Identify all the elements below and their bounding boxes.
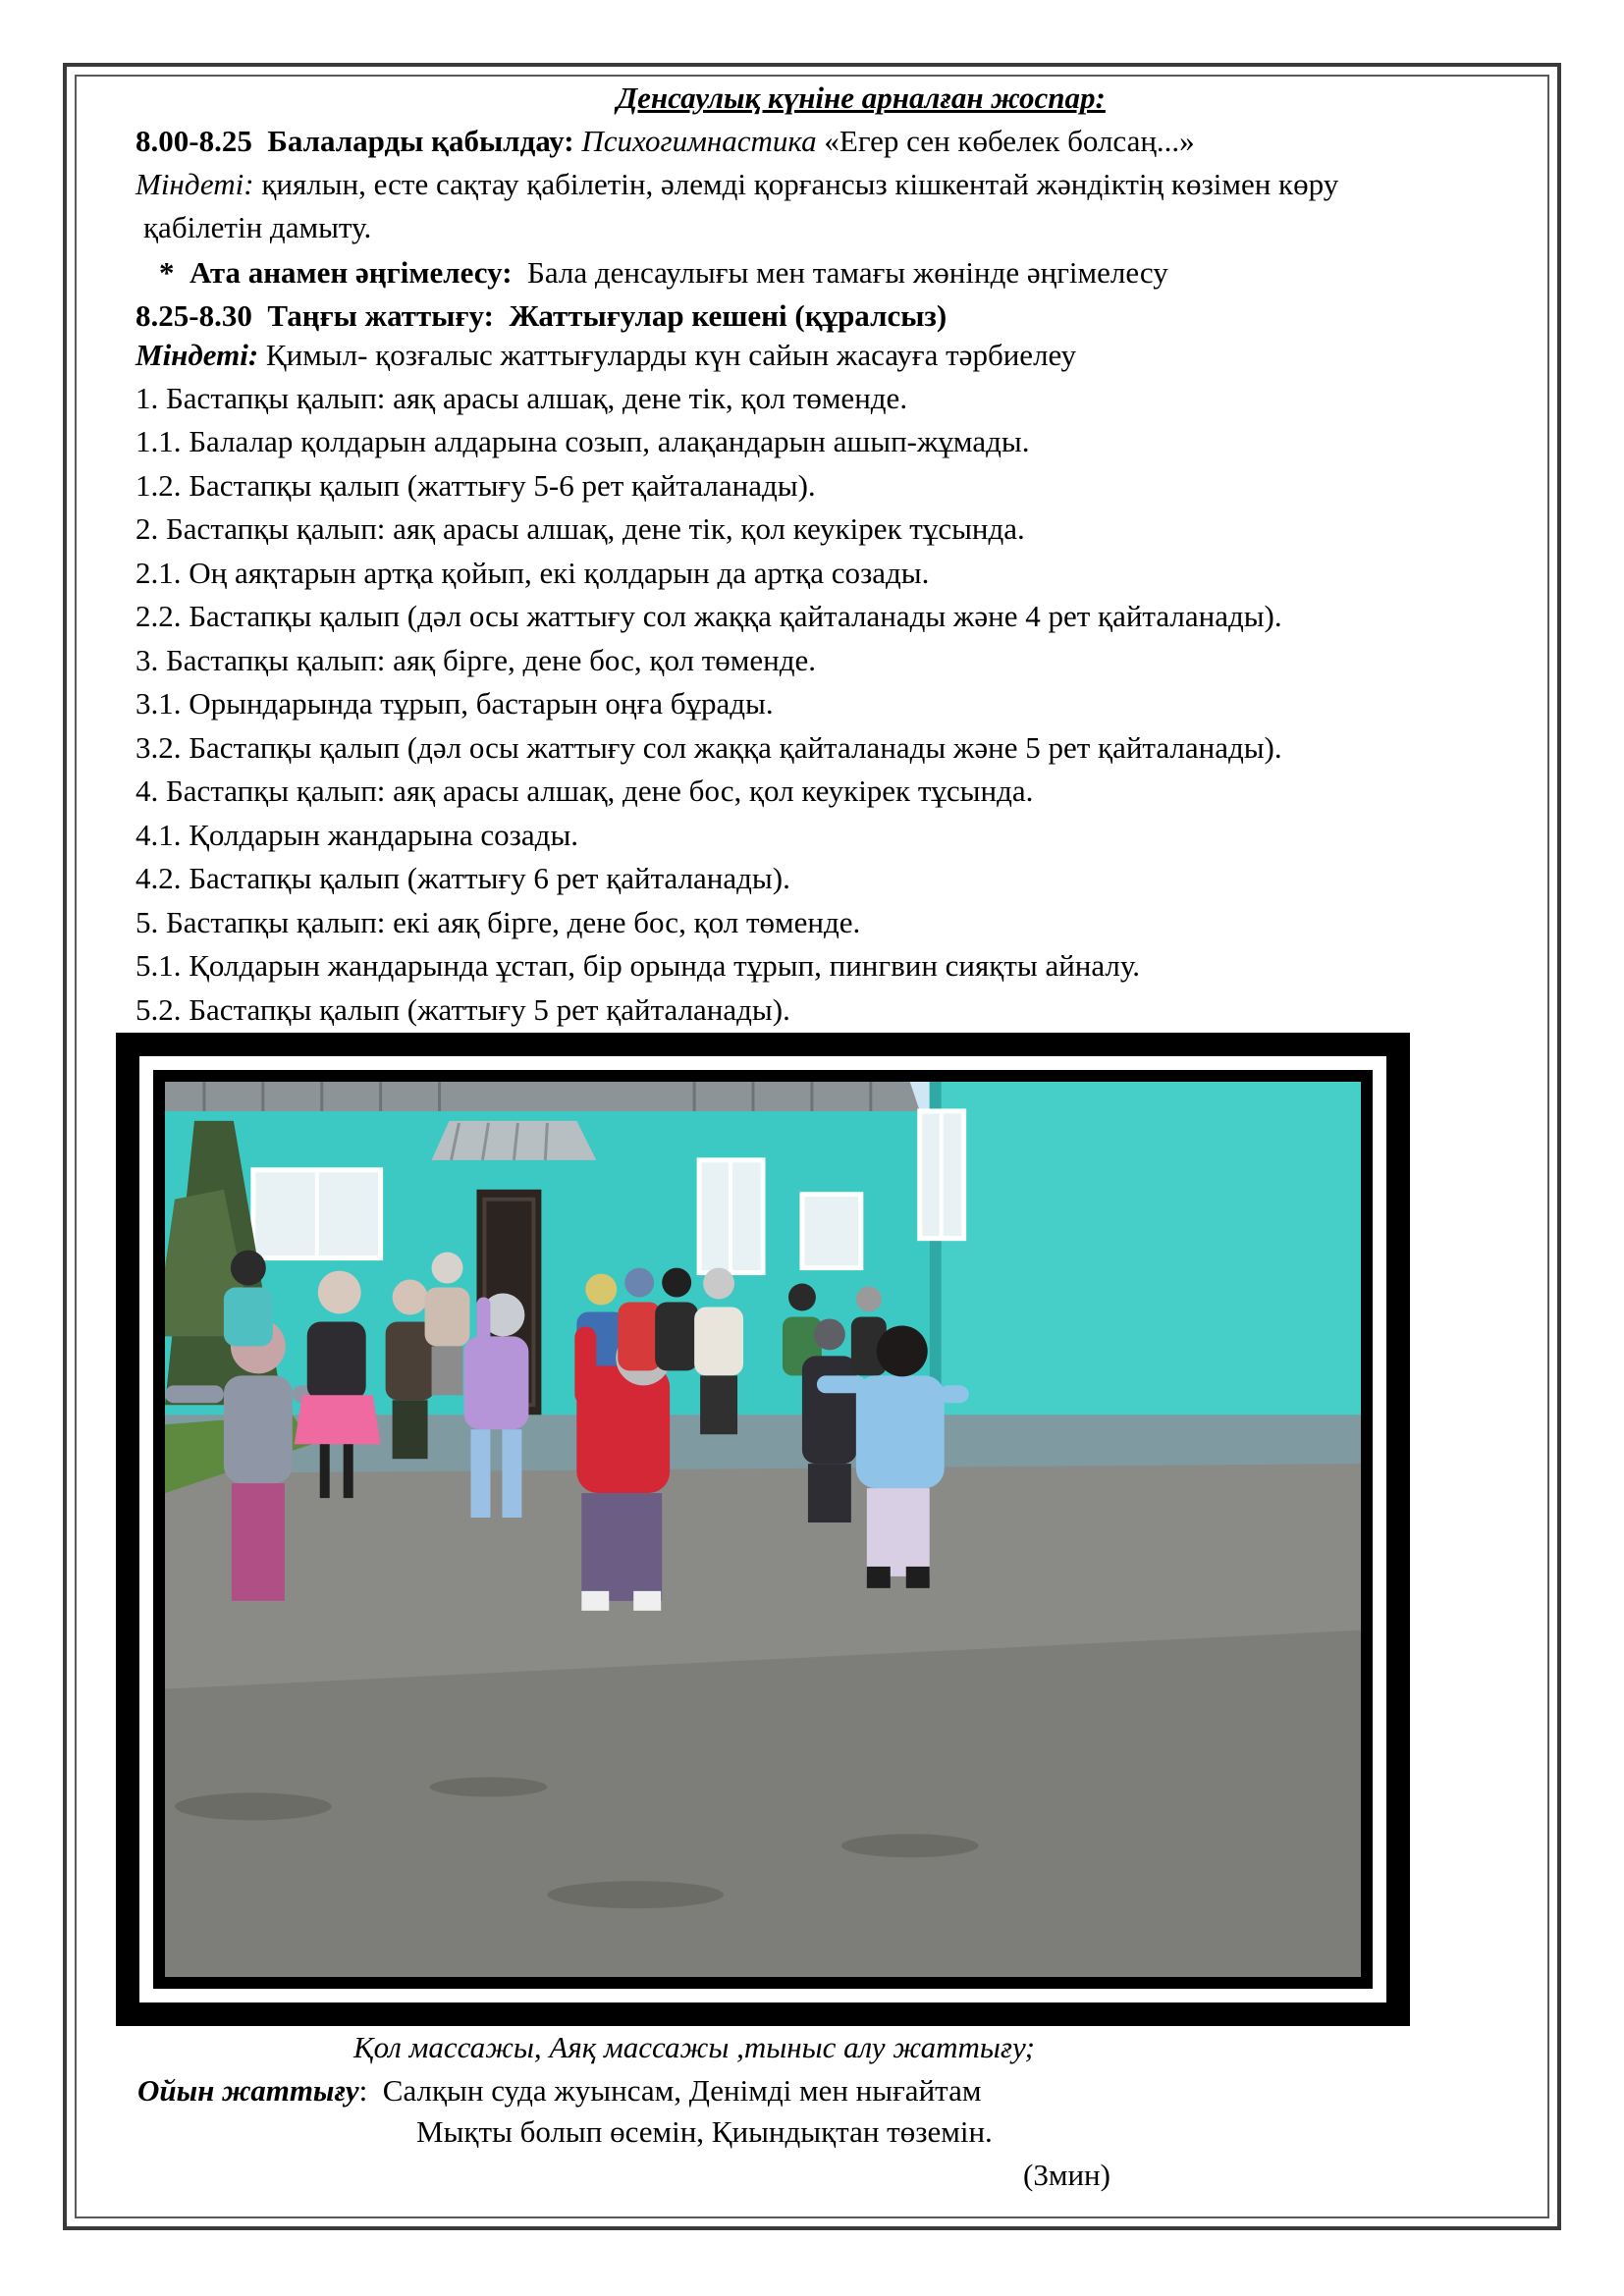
step-1-1: 1.1. Балалар қолдарын алдарына созып, алақандарын ашып-жұмады. — [135, 424, 1030, 458]
children-exercise-photo — [165, 1082, 1361, 1977]
game-line-1 — [137, 2071, 981, 2110]
exercise-goal-line — [135, 336, 1076, 375]
game-line-2: Мықты болып өсемін, Қиындықтан төземін. — [416, 2114, 993, 2149]
step-4: 4. Бастапқы қалып: аяқ арасы алшақ, дене бос, қол кеукірек тұсында. — [135, 774, 1034, 808]
reception-goal-line2: қабілетін дамыту. — [143, 210, 372, 244]
step-2-2: 2.2. Бастапқы қалып (дәл осы жаттығу сол жаққа қайталанады және 4 рет қайталанады). — [135, 599, 1282, 633]
parents-talk-text: Бала денсаулығы мен тамағы жөнінде әңгімелесу — [527, 255, 1168, 290]
exercise-time: 8.25-8.30 — [135, 298, 252, 333]
reception-subject: Психогимнастика — [581, 124, 817, 158]
step-2-1: 2.1. Оң аяқтарын артқа қойып, екі қолдарын да артқа созады. — [135, 556, 930, 590]
bullet-star: * — [159, 255, 175, 290]
step-1: 1. Бастапқы қалып: аяқ арасы алшақ, дене тік, қол төменде. — [135, 381, 908, 415]
reception-goal-label: Міндеті: — [135, 167, 254, 201]
page-title: Денсаулық күніне арналған жоспар: — [617, 80, 1106, 115]
step-1-2: 1.2. Бастапқы қалып (жаттығу 5-6 рет қайталанады). — [135, 468, 816, 503]
reception-goal-line — [135, 165, 1338, 204]
step-4-1: 4.1. Қолдарын жандарына созады. — [135, 818, 579, 852]
step-3: 3. Бастапқы қалып: аяқ бірге, дене бос, қол төменде. — [135, 643, 817, 677]
parents-talk-label: Ата анамен әңгімелесу: — [189, 255, 513, 290]
duration: (3мин) — [1023, 2158, 1110, 2192]
exercise-heading: Таңғы жаттығу: — [267, 298, 494, 333]
step-5-2: 5.2. Бастапқы қалып (жаттығу 5 рет қайталанады). — [135, 992, 790, 1027]
reception-quote: «Егер сен көбелек болсаң...» — [824, 124, 1195, 158]
reception-goal-text: қиялын, есте сақтау қабілетін, әлемді қорғансыз кішкентай жәндіктің көзімен көру — [261, 167, 1339, 201]
photo-mat — [139, 1056, 1386, 2002]
photo-inner-border — [153, 1070, 1373, 1989]
step-5: 5. Бастапқы қалып: екі аяқ бірге, дене бос, қол төменде. — [135, 905, 861, 939]
step-2: 2. Бастапқы қалып: аяқ арасы алшақ, дене тік, қол кеукірек тұсында. — [135, 511, 1025, 546]
step-5-1: 5.1. Қолдарын жандарында ұстап, бір орында тұрып, пингвин сияқты айналу. — [135, 948, 1141, 983]
parents-talk-line — [159, 253, 1168, 293]
exercise-goal-label: Міндеті: — [135, 338, 259, 372]
photo-frame — [116, 1033, 1410, 2026]
reception-time: 8.00-8.25 — [135, 124, 252, 158]
game-label: Ойын жаттығу — [137, 2073, 359, 2108]
step-4-2: 4.2. Бастапқы қалып (жаттығу 6 рет қайталанады). — [135, 861, 790, 895]
exercise-goal-text: Қимыл- қозғалыс жаттығуларды күн сайын жасауға тәрбиелеу — [265, 338, 1077, 372]
step-3-2: 3.2. Бастапқы қалып (дәл осы жаттығу сол жаққа қайталанады және 5 рет қайталанады). — [135, 730, 1282, 765]
game-colon: : — [358, 2073, 368, 2108]
game-text-1: Салқын суда жуынсам, Денімді мен нығайтам — [382, 2073, 982, 2108]
reception-heading: Балаларды қабылдау: — [267, 124, 574, 158]
exercise-heading-line — [135, 296, 947, 336]
step-3-1: 3.1. Орындарында тұрып, бастарын оңға бұрады. — [135, 686, 774, 721]
reception-line — [135, 122, 1195, 161]
massage-line: Қол массажы, Аяқ массажы ,тыныс алу жаттығу; — [353, 2030, 1035, 2064]
exercise-complex: Жаттығулар кешені (құралсыз) — [509, 298, 947, 333]
